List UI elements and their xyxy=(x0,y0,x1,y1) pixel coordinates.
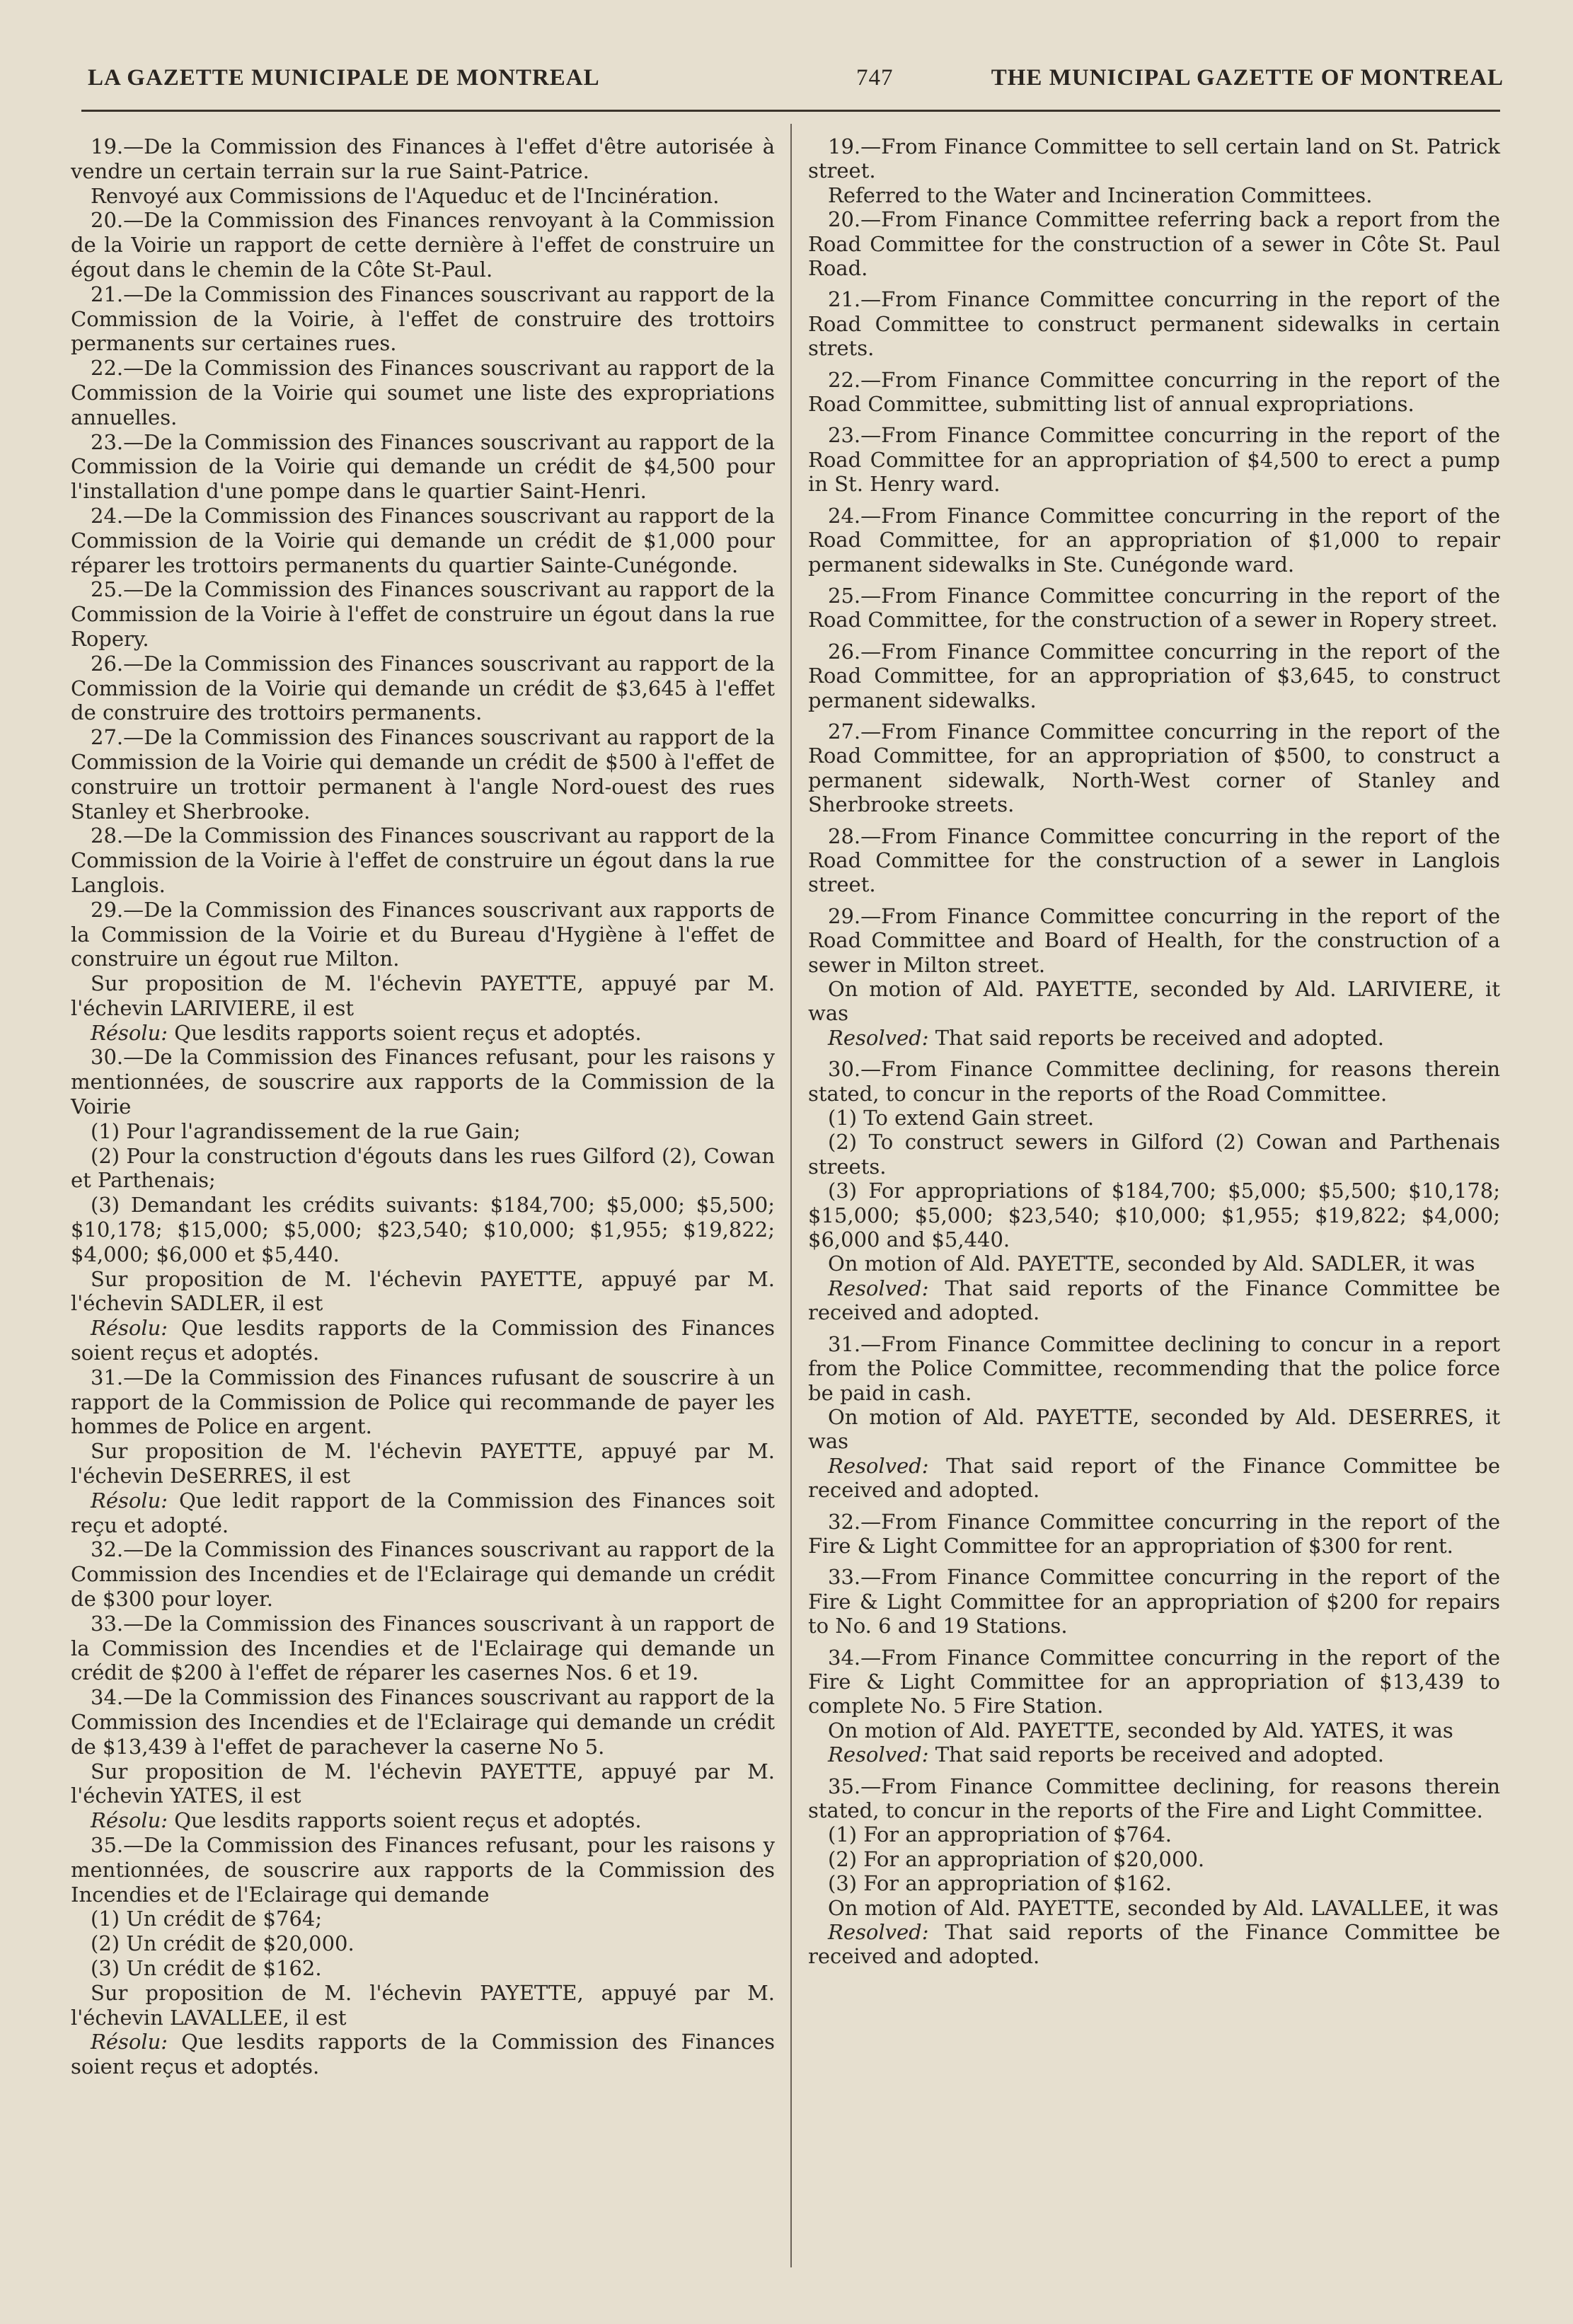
paragraph: 29.—From Finance Committee concurring in the report of the Road Committee and Board of Health, for the construction of a sewer in Milton street. xyxy=(808,903,1500,977)
resolution: Résolu: Que ledit rapport de la Commission des Finances soit reçu et adopté. xyxy=(71,1488,775,1537)
paragraph: 24.—From Finance Committee concurring in the report of the Road Committee, for an appropriation of $1,000 to repair permanent sidewalks in Ste. Cunégonde ward. xyxy=(808,503,1500,577)
list-item: (2) To construct sewers in Gilford (2) Cowan and Parthenais streets. xyxy=(808,1130,1500,1179)
paragraph: 30.—From Finance Committee declining, for reasons therein stated, to concur in the reports of the Road Committee. xyxy=(808,1057,1500,1106)
list-item: (1) Pour l'agrandissement de la rue Gain; xyxy=(91,1118,521,1143)
paragraph: 21.—De la Commission des Finances souscrivant au rapport de la Commission de la Voirie, à l'effet de construire des trottoirs permanents sur certaines rues. xyxy=(71,282,775,356)
paragraph: Sur proposition de M. l'échevin PAYETTE, appuyé par M. l'échevin LARIVIERE, il est xyxy=(71,971,775,1020)
paragraph: 22.—De la Commission des Finances souscrivant au rapport de la Commission de la Voirie qui soumet une liste des expropriations annuelles. xyxy=(71,356,775,429)
french-column xyxy=(71,134,775,2079)
paragraph: On motion of Ald. PAYETTE, seconded by Ald. DESERRES, it was xyxy=(808,1404,1500,1454)
paragraph: 27.—De la Commission des Finances souscrivant au rapport de la Commission de la Voirie qui demande un crédit de $500 à l'effet de construire un trottoir permanent à l'angle Nord-ouest des rues Stanley et Sherbrooke. xyxy=(71,725,775,823)
paragraph: Sur proposition de M. l'échevin PAYETTE, appuyé par M. l'échevin DeSERRES, il est xyxy=(71,1439,775,1488)
resolution: Resolved: That said reports be received and adopted. xyxy=(828,1025,1384,1050)
paragraph: 33.—De la Commission des Finances souscrivant à un rapport de la Commission des Incendies et de l'Eclairage qui demande un crédit de $200 à l'effet de réparer les casernes Nos. 6 et 19. xyxy=(71,1611,775,1685)
paragraph: On motion of Ald. PAYETTE, seconded by Ald. LARIVIERE, it was xyxy=(808,977,1500,1026)
paragraph: Sur proposition de M. l'échevin PAYETTE, appuyé par M. l'échevin LAVALLEE, il est xyxy=(71,1980,775,2030)
paragraph: 27.—From Finance Committee concurring in the report of the Road Committee, for an appropriation of $500, to construct a permanent sidewalk, North-West corner of Stanley and Sherbrooke streets. xyxy=(808,719,1500,817)
list-item: (2) Pour la construction d'égouts dans les rues Gilford (2), Cowan et Parthenais; xyxy=(71,1143,775,1193)
header-left-title: LA GAZETTE MUNICIPALE DE MONTREAL xyxy=(88,65,600,91)
list-item: (3) Demandant les crédits suivants: $184,700; $5,000; $5,500; $10,178; $15,000; $5,000; $23,540; $10,000; $1,955; $19,822; $4,000; $6,000 et $5,440. xyxy=(71,1193,775,1266)
paragraph: 20.—From Finance Committee referring back a report from the Road Committee for the construction of a sewer in Côte St. Paul Road. xyxy=(808,207,1500,281)
resolution: Resolved: That said reports be received and adopted. xyxy=(828,1742,1384,1767)
list-item: (3) Un crédit de $162. xyxy=(91,1955,322,1980)
paragraph: 31.—From Finance Committee declining to concur in a report from the Police Committee, recommending that the police force be paid in cash. xyxy=(808,1331,1500,1405)
paragraph: 20.—De la Commission des Finances renvoyant à la Commission de la Voirie un rapport de cette dernière à l'effet de construire un égout dans le chemin de la Côte St-Paul. xyxy=(71,208,775,282)
resolution: Résolu: Que lesdits rapports de la Commission des Finances soient reçus et adoptés. xyxy=(71,1316,775,1365)
list-item: (3) For appropriations of $184,700; $5,000; $5,500; $10,178; $15,000; $5,000; $23,540; $10,000; $1,955; $19,822; $4,000; $6,000 and $5,440. xyxy=(808,1179,1500,1252)
resolution: Resolved: That said report of the Finance Committee be received and adopted. xyxy=(808,1453,1500,1503)
paragraph: 29.—De la Commission des Finances souscrivant aux rapports de la Commission de la Voirie et du Bureau d'Hygiène à l'effet de construire un égout rue Milton. xyxy=(71,897,775,971)
paragraph: 23.—De la Commission des Finances souscrivant au rapport de la Commission de la Voirie qui demande un crédit de $4,500 pour l'installation d'une pompe dans le quartier Saint-Henri. xyxy=(71,429,775,504)
paragraph: 19.—De la Commission des Finances à l'effet d'être autorisée à vendre un certain terrain sur la rue Saint-Patrice. xyxy=(71,134,775,183)
paragraph: 34.—De la Commission des Finances souscrivant au rapport de la Commission des Incendies et de l'Eclairage qui demande un crédit de $13,439 à l'effet de parachever la caserne No 5. xyxy=(71,1685,775,1759)
paragraph: On motion of Ald. PAYETTE, seconded by Ald. SADLER, it was xyxy=(828,1251,1475,1276)
resolution: Résolu: Que lesdits rapports de la Commission des Finances soient reçus et adoptés. xyxy=(71,2030,775,2079)
paragraph: 28.—From Finance Committee concurring in the report of the Road Committee for the construction of a sewer in Langlois street. xyxy=(808,823,1500,897)
resolution: Resolved: That said reports of the Finance Committee be received and adopted. xyxy=(808,1276,1500,1325)
column-divider xyxy=(790,124,792,2267)
paragraph: 25.—From Finance Committee concurring in the report of the Road Committee, for the construction of a sewer in Ropery street. xyxy=(808,583,1500,632)
list-item: (1) To extend Gain street. xyxy=(828,1106,1095,1131)
resolution: Résolu: Que lesdits rapports soient reçus et adoptés. xyxy=(91,1020,642,1045)
paragraph: Renvoyé aux Commissions de l'Aqueduc et de l'Incinération. xyxy=(91,183,720,208)
paragraph: 28.—De la Commission des Finances souscrivant au rapport de la Commission de la Voirie à l'effet de construire un égout dans la rue Langlois. xyxy=(71,823,775,897)
list-item: (2) Un crédit de $20,000. xyxy=(91,1931,355,1956)
paragraph: Referred to the Water and Incineration Committees. xyxy=(828,183,1373,207)
page-number: 747 xyxy=(856,65,894,91)
list-item: (1) Un crédit de $764; xyxy=(91,1907,323,1931)
resolution: Resolved: That said reports of the Finance Committee be received and adopted. xyxy=(808,1920,1500,1969)
paragraph: 26.—De la Commission des Finances souscrivant au rapport de la Commission de la Voirie qui demande un crédit de $3,645 à l'effet de construire des trottoirs permanents. xyxy=(71,651,775,725)
list-item: (3) For an appropriation of $162. xyxy=(828,1871,1172,1896)
paragraph: 19.—From Finance Committee to sell certain land on St. Patrick street. xyxy=(808,134,1500,183)
paragraph: 32.—From Finance Committee concurring in the report of the Fire & Light Committee for an appropriation of $300 for rent. xyxy=(808,1509,1500,1558)
header-rule xyxy=(81,110,1500,112)
header-right-title: THE MUNICIPAL GAZETTE OF MONTREAL xyxy=(991,65,1504,91)
paragraph: 34.—From Finance Committee concurring in the report of the Fire & Light Committee for an appropriation of $13,439 to complete No. 5 Fire Station. xyxy=(808,1645,1500,1718)
paragraph: Sur proposition de M. l'échevin PAYETTE, appuyé par M. l'échevin SADLER, il est xyxy=(71,1266,775,1316)
paragraph: 24.—De la Commission des Finances souscrivant au rapport de la Commission de la Voirie qui demande un crédit de $1,000 pour réparer les trottoirs permanents du quartier Sainte-Cunégonde. xyxy=(71,503,775,577)
list-item: (2) For an appropriation of $20,000. xyxy=(828,1846,1205,1871)
paragraph: 25.—De la Commission des Finances souscrivant au rapport de la Commission de la Voirie à l'effet de construire un égout dans la rue Ropery. xyxy=(71,577,775,651)
english-column xyxy=(808,134,1500,1969)
paragraph: 33.—From Finance Committee concurring in the report of the Fire & Light Committee for an appropriation of $200 for repairs to No. 6 and 19 Stations. xyxy=(808,1565,1500,1638)
paragraph: 30.—De la Commission des Finances refusant, pour les raisons y mentionnées, de souscrire aux rapports de la Commission de la Voirie xyxy=(71,1045,775,1119)
paragraph: 35.—De la Commission des Finances refusant, pour les raisons y mentionnées, de souscrire aux rapports de la Commission des Incendies et de l'Eclairage qui demande xyxy=(71,1832,775,1907)
paragraph: On motion of Ald. PAYETTE, seconded by Ald. YATES, it was xyxy=(828,1718,1453,1742)
paragraph: 22.—From Finance Committee concurring in the report of the Road Committee, submitting list of annual expropriations. xyxy=(808,367,1500,417)
paragraph: 32.—De la Commission des Finances souscrivant au rapport de la Commission des Incendies et de l'Eclairage qui demande un crédit de $300 pour loyer. xyxy=(71,1537,775,1612)
list-item: (1) For an appropriation of $764. xyxy=(828,1822,1172,1847)
resolution: Résolu: Que lesdits rapports soient reçus et adoptés. xyxy=(91,1808,642,1833)
paragraph: 31.—De la Commission des Finances rufusant de souscrire à un rapport de la Commission de Police qui recommande de payer les hommes de Police en argent. xyxy=(71,1365,775,1439)
page-header xyxy=(85,65,1504,108)
paragraph: Sur proposition de M. l'échevin PAYETTE, appuyé par M. l'échevin YATES, il est xyxy=(71,1759,775,1808)
paragraph: 21.—From Finance Committee concurring in the report of the Road Committee to construct permanent sidewalks in certain strets. xyxy=(808,287,1500,361)
paragraph: 26.—From Finance Committee concurring in the report of the Road Committee, for an appropriation of $3,645, to construct permanent sidewalks. xyxy=(808,639,1500,712)
paragraph: On motion of Ald. PAYETTE, seconded by Ald. LAVALLEE, it was xyxy=(828,1895,1499,1920)
paragraph: 35.—From Finance Committee declining, for reasons therein stated, to concur in the reports of the Fire and Light Committee. xyxy=(808,1774,1500,1822)
paragraph: 23.—From Finance Committee concurring in the report of the Road Committee for an appropriation of $4,500 to erect a pump in St. Henry ward. xyxy=(808,423,1500,497)
